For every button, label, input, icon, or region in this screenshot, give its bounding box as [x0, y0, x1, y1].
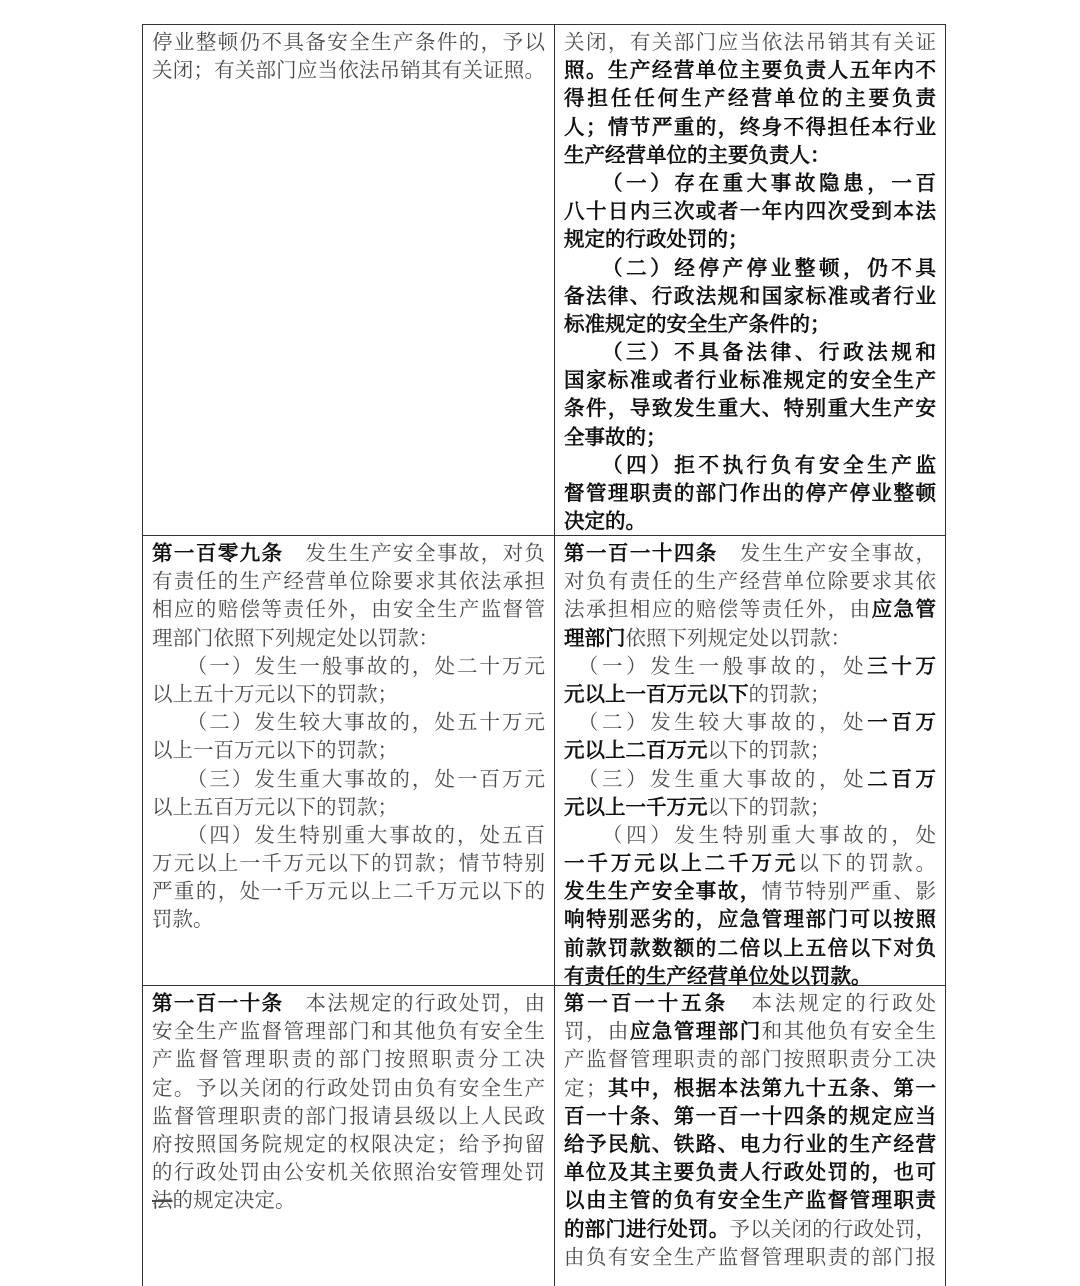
text-line: [152, 1017, 545, 1045]
text: （三）发生重大事故的，处: [564, 766, 868, 791]
text: 罚，由: [564, 1019, 630, 1044]
text-line: [564, 1158, 936, 1186]
bold-text: 元以上二百万元: [564, 738, 708, 763]
text-line: [152, 567, 545, 595]
text-line: [564, 624, 936, 652]
text-line: [564, 310, 936, 338]
text-line: [564, 708, 936, 736]
new-article-cell: [555, 986, 945, 1286]
text-line: [564, 934, 936, 962]
bold-text: 前款罚款数额的二倍以上五倍以下对负: [564, 935, 936, 960]
text: （一）发生一般事故的，处: [564, 653, 868, 678]
text: 停业整顿仍不具备安全生产条件的，予以: [152, 30, 545, 54]
bold-text: 一百万: [867, 710, 937, 735]
text: （四）发生特别重大事故的，处五百: [152, 822, 545, 847]
text: 以上五百万元以下的罚款；: [152, 794, 398, 819]
text: 安全生产监督管理部门和其他负有安全生: [152, 1019, 545, 1044]
bold-text: 决定的。: [564, 509, 646, 534]
bold-text: 第一百一十四条: [564, 541, 718, 565]
bold-text: 八十日内三次或者一年内四次受到本法: [564, 199, 936, 224]
text-line: [152, 539, 545, 567]
text: 产监督管理职责的部门按照职责分工决: [152, 1047, 545, 1072]
text-line: [152, 708, 545, 736]
bold-text: 二百万: [867, 766, 937, 791]
text-line: [564, 254, 936, 282]
bold-text: 督管理职责的部门作出的停产停业整顿: [564, 481, 936, 505]
text: 发生生产安全事故，对负: [283, 541, 546, 565]
text-line: [152, 989, 545, 1017]
text: 关闭，有关部门应当依法吊销其有关证: [564, 30, 936, 54]
bold-text: 百一十条、第一百一十四条的规定应当: [564, 1103, 936, 1128]
bold-text: 条件，导致发生重大、特别重大生产安: [564, 396, 936, 421]
text: 府按照国务院规定的权限决定；给予拘留: [152, 1131, 545, 1156]
text: （三）发生重大事故的，处一百万元: [152, 766, 545, 791]
text-line: [152, 821, 545, 849]
bold-text: （一）存在重大事故隐患，一百: [564, 170, 936, 195]
text-line: [564, 507, 936, 535]
bold-text: 备法律、行政法规和国家标准或者行业: [564, 283, 936, 308]
text-line: [564, 423, 936, 451]
text: 以上一百万元以下的罚款；: [152, 738, 398, 763]
text: 情节特别严重、影: [761, 879, 936, 904]
table-row: [143, 536, 945, 986]
text-line: [564, 113, 936, 141]
text: 定；: [564, 1075, 607, 1100]
text-line: [564, 793, 936, 821]
bold-text: 应急管: [871, 597, 936, 622]
text-line: [564, 736, 936, 764]
text-line: [564, 84, 936, 112]
text-line: [564, 141, 936, 169]
text-line: [564, 1243, 936, 1271]
bold-text: 一千万元以上二千万元: [564, 851, 799, 876]
text-line: [564, 1017, 936, 1045]
text: 严重的，处一千万元以上二千万元以下的: [152, 879, 545, 904]
law-comparison-table: [142, 24, 946, 1286]
text: 的规定决定。: [172, 1188, 296, 1213]
bold-text: 标准规定的安全生产条件的；: [564, 311, 831, 336]
text: 有责任的生产经营单位除要求其依法承担: [152, 569, 545, 594]
text: 相应的赔偿等责任外，由安全生产监督管: [152, 597, 545, 622]
text-line: [564, 595, 936, 623]
text-line: [564, 394, 936, 422]
bold-text: 第一百一十条: [152, 991, 284, 1015]
bold-text: 响特别恶劣的，应急管理部门可以按照: [564, 907, 936, 932]
text-line: [564, 338, 936, 366]
text: 监督管理职责的部门报请县级以上人民政: [152, 1103, 545, 1128]
text-line: [152, 793, 545, 821]
old-article-cell: [143, 536, 555, 985]
table-row: [143, 25, 945, 536]
bold-text: 第一百零九条: [152, 541, 284, 565]
text: 的罚款；: [748, 681, 831, 706]
new-article-cell: [555, 25, 945, 535]
text: 法承担相应的赔偿等责任外，由: [564, 597, 872, 622]
text-line: [152, 1045, 545, 1073]
text: 和其他负有安全生: [761, 1019, 936, 1044]
text-line: [564, 1074, 936, 1102]
bold-text: 全事故的；: [564, 424, 667, 449]
text-line: [564, 451, 936, 479]
text-line: [152, 652, 545, 680]
bold-text: 元以上一百万元以下: [564, 681, 749, 706]
text-line: [564, 479, 936, 507]
text: 以下的罚款；: [707, 738, 831, 763]
bold-text: 元以上一千万元: [564, 794, 708, 819]
bold-text: 给予民航、铁路、电力行业的生产经营: [564, 1131, 936, 1156]
text: 予以关闭的行政处罚，: [729, 1216, 937, 1241]
bold-text: 有责任的生产经营单位处以罚款。: [564, 963, 872, 985]
text: 以下的罚款。: [798, 851, 937, 876]
text-line: [564, 877, 936, 905]
text: 本法规定的行政处罚，由: [283, 991, 546, 1015]
text-line: [564, 989, 936, 1017]
text-line: [152, 1102, 545, 1130]
text: 产监督管理职责的部门按照职责分工决: [564, 1047, 936, 1072]
text-line: [564, 225, 936, 253]
bold-text: 得担任任何生产经营单位的主要负责: [564, 86, 936, 111]
text: 的行政处罚由公安机关依照治安管理处罚: [152, 1160, 545, 1185]
bold-text: 理部门: [564, 625, 626, 650]
text-line: [564, 1045, 936, 1073]
text-line: [564, 1215, 936, 1243]
text-line: [564, 1102, 936, 1130]
text: 发生生产安全事故，: [717, 541, 936, 565]
text: 本法规定的行政处: [728, 991, 937, 1015]
text-line: [564, 680, 936, 708]
text-line: [564, 1186, 936, 1214]
bold-text: （四）拒不执行负有安全生产监: [564, 452, 936, 477]
bold-text: 照。生产经营单位主要负责人五年内不: [564, 58, 936, 83]
text: 以上五十万元以下的罚款；: [152, 681, 398, 706]
text: 定。予以关闭的行政处罚由负有安全生产: [152, 1075, 545, 1100]
bold-text: 以由主管的负有安全生产监督管理职责: [564, 1188, 936, 1213]
text-line: [152, 680, 545, 708]
old-article-cell: [143, 25, 555, 535]
text-line: [564, 849, 936, 877]
text-line: [564, 905, 936, 933]
text-line: [564, 56, 936, 84]
bold-text: 生产经营单位的主要负责人：: [564, 142, 831, 167]
struck-text: 法: [152, 1188, 173, 1213]
text-line: [564, 1130, 936, 1158]
text-line: [564, 169, 936, 197]
text: （一）发生一般事故的，处二十万元: [152, 653, 545, 678]
text-line: [152, 624, 545, 652]
text: 依照下列规定处以罚款：: [625, 625, 851, 650]
bold-text: 第一百一十五条: [564, 991, 729, 1015]
bold-text: 人；情节严重的，终身不得担任本行业: [564, 114, 936, 139]
text-line: [564, 366, 936, 394]
text-line: [152, 736, 545, 764]
text-line: [152, 765, 545, 793]
text-line: [564, 765, 936, 793]
new-article-cell: [555, 536, 945, 985]
text-line: [564, 567, 936, 595]
text-line: [152, 595, 545, 623]
old-article-cell: [143, 986, 555, 1286]
bold-text: 的部门进行处罚。: [564, 1216, 730, 1241]
text: 罚款。: [152, 907, 214, 932]
bold-text: 国家标准或者行业标准规定的安全生产: [564, 368, 936, 393]
text: 万元以上一千万元以下的罚款；情节特别: [152, 851, 545, 876]
text-line: [564, 539, 936, 567]
text-line: [152, 1186, 545, 1214]
text-line: [152, 1130, 545, 1158]
bold-text: 单位及其主要负责人行政处罚的，也可: [564, 1160, 936, 1185]
table-row: [143, 986, 945, 1286]
text: （二）发生较大事故的，处: [564, 710, 868, 735]
text: 关闭；有关部门应当依法吊销其有关证照。: [152, 58, 545, 83]
bold-text: 发生生产安全事故，: [564, 879, 762, 904]
bold-text: （三）不具备法律、行政法规和: [564, 340, 936, 365]
text-line: [152, 28, 545, 56]
text-line: [152, 56, 545, 84]
bold-text: 应急管理部门: [629, 1019, 762, 1044]
text-line: [564, 962, 936, 985]
text-line: [564, 821, 936, 849]
text-line: [152, 849, 545, 877]
text-line: [564, 652, 936, 680]
text: 以下的罚款；: [707, 794, 831, 819]
text: 对负有责任的生产经营单位除要求其依: [564, 569, 936, 594]
text-line: [152, 905, 545, 933]
text-line: [564, 28, 936, 56]
text: 理部门依照下列规定处以罚款：: [152, 625, 439, 650]
text-line: [564, 282, 936, 310]
bold-text: 规定的行政处罚的；: [564, 227, 749, 252]
text: （四）发生特别重大事故的，处: [564, 822, 936, 847]
text: 由负有安全生产监督管理职责的部门报: [564, 1244, 936, 1269]
text-line: [152, 877, 545, 905]
text-line: [152, 1158, 545, 1186]
text-line: [152, 1074, 545, 1102]
text-line: [564, 197, 936, 225]
bold-text: 其中，根据本法第九十五条、第一: [606, 1075, 936, 1100]
bold-text: 三十万: [867, 653, 937, 678]
text: （二）发生较大事故的，处五十万元: [152, 710, 545, 735]
bold-text: （二）经停产停业整顿，仍不具: [564, 255, 936, 280]
